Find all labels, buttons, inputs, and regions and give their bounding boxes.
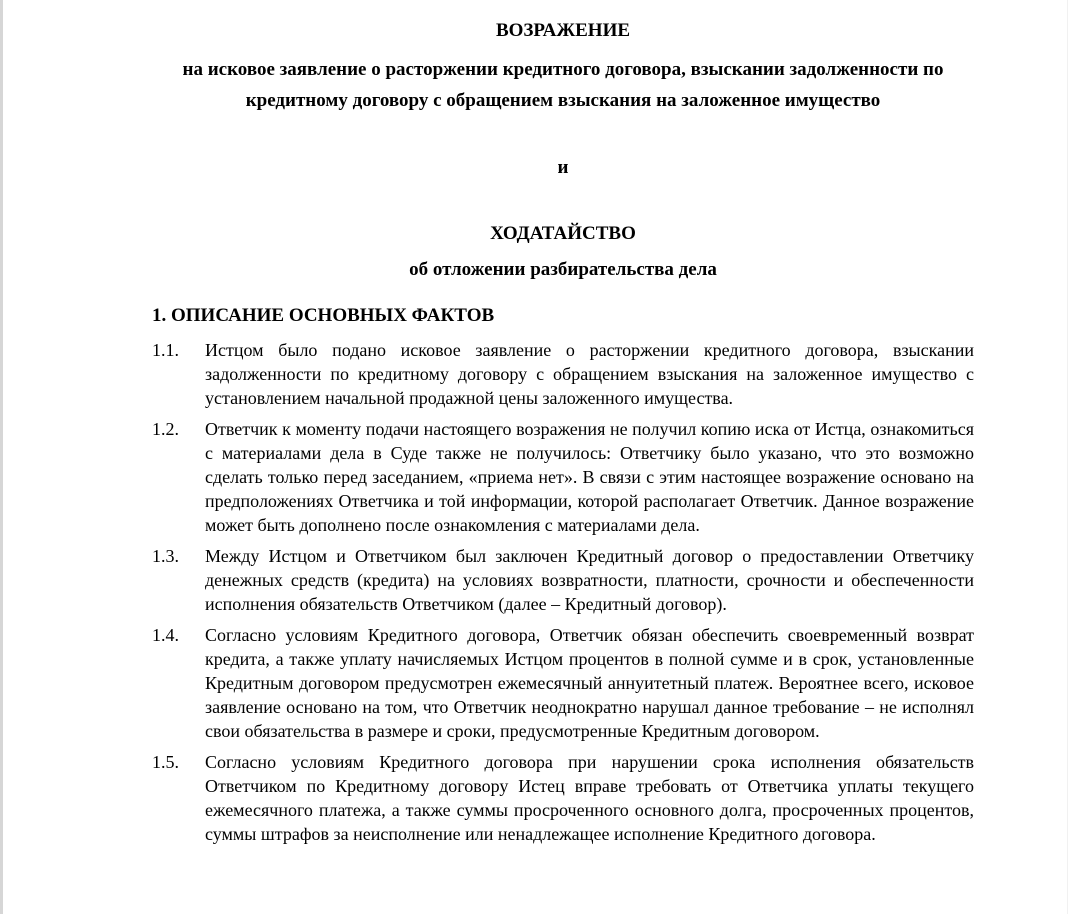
item-number: 1.2. bbox=[152, 419, 179, 439]
list-item bbox=[152, 417, 974, 537]
item-text: Истцом было подано исковое заявление о расторжении кредитного договора, взыскании задолженности по кредитному договору с обращением взыскания на заложенное имущество с установлением начальной продажной цены заложенного имущества. bbox=[205, 340, 974, 408]
list-item bbox=[152, 750, 974, 846]
conjunction-text: и bbox=[557, 157, 569, 178]
item-text: Согласно условиям Кредитного договора при нарушении срока исполнения обязательств Ответчиком по Кредитному договору Истец вправе требовать от Ответчика уплаты текущего ежемесячного платежа, а также суммы просроченного основного долга, просроченных процентов, суммы штрафов за неисполнение или ненадлежащее исполнение Кредитного договора. bbox=[205, 752, 974, 844]
section-heading: 1. ОПИСАНИЕ ОСНОВНЫХ ФАКТОВ bbox=[152, 305, 495, 326]
item-number: 1.3. bbox=[152, 546, 179, 566]
document-subtitle-line-1: на исковое заявление о расторжении кредитного договора, взыскании задолженности по bbox=[182, 59, 944, 80]
item-text: Между Истцом и Ответчиком был заключен Кредитный договор о предоставлении Ответчику денежных средств (кредита) на условиях возвратности, платности, срочности и обеспеченности исполнения обязательств Ответчиком (далее – Кредитный договор). bbox=[205, 546, 974, 614]
item-text: Согласно условиям Кредитного договора, Ответчик обязан обеспечить своевременный возврат кредита, а также уплату начисляемых Истцом процентов в полной сумме и в срок, установленные Кредитным договором предусмотрен ежемесячный аннуитетный платеж. Вероятнее всего, исковое заявление основано на том, что Ответчик неоднократно нарушал данное требование – не исполнял свои обязательства в размере и сроки, предусмотренные Кредитным договором. bbox=[205, 625, 974, 741]
document-title: ВОЗРАЖЕНИЕ bbox=[495, 20, 631, 41]
second-subtitle: об отложении разбирательства дела bbox=[409, 259, 717, 280]
list-item bbox=[152, 544, 974, 616]
item-text: Ответчик к моменту подачи настоящего возражения не получил копию иска от Истца, ознакомиться с материалами дела в Суде также не получилось: Ответчику было указано, что это возможно сделать только перед заседанием, «приема нет». В связи с этим настоящее возражение основано на предположениях Ответчика и той информации, которой располагает Ответчик. Данное возражение может быть дополнено после ознакомления с материалами дела. bbox=[205, 419, 974, 535]
item-number: 1.1. bbox=[152, 340, 179, 360]
document-subtitle-line-2: кредитному договору с обращением взыскания на заложенное имущество bbox=[245, 90, 881, 111]
second-title: ХОДАТАЙСТВО bbox=[490, 223, 636, 244]
list-item bbox=[152, 623, 974, 743]
item-number: 1.5. bbox=[152, 752, 179, 772]
item-number: 1.4. bbox=[152, 625, 179, 645]
list-item bbox=[152, 338, 974, 410]
section-items-list bbox=[152, 338, 974, 853]
